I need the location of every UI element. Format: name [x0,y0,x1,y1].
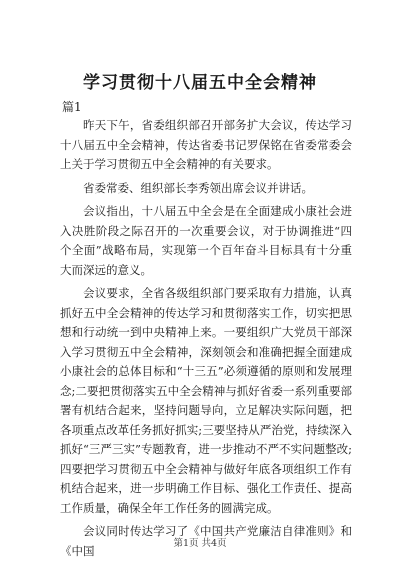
page-footer: 第1页 共4页 [173,538,227,549]
paragraph: 会议同时传达学习了《中国共产党廉洁自律准则》和《中国 [60,524,352,558]
paragraph: 会议指出，十八届五中全会是在全面建成小康社会进入决胜阶段之际召开的一次重要会议，对于协调推进“四个全面”战略布局，实现第一个百年奋斗目标具有十分重大而深远的意义。 [60,204,352,277]
section-label: 篇1 [62,100,82,114]
paragraph: 昨天下午，省委组织部召开部务扩大会议，传达学习十八届五中全会精神，传达省委书记罗保铭在省委常委会上关于学习贯彻五中全会精神的有关要求。 [60,118,352,171]
document-body [60,116,352,565]
paragraph: 会议要求，全省各级组织部门要采取有力措施，认真抓好五中全会精神的传达学习和贯彻落实工作，切实把思想和行动统一到中央精神上来。一要组织广大党员干部深入学习贯彻五中全会精神，深刻领会和准确把握全面建成小康社会的总体目标和“十三五”必须遵循的原则和发展理念;二要把贯彻落实五中全会精神与抓好省委一系列重要部署有机结合起来，坚持问题导向，立足解决实际问题，把各项重点改革任务抓好抓实;三要坚持从严治党，持续深入抓好“三严三实”专题教育，进一步推动不严不实问题整改;四要把学习贯彻五中全会精神与做好年底各项组织工作有机结合起来，进一步明确工作目标、强化工作责任、提高工作质量，确保全年工作任务的圆满完成。 [60,286,352,515]
document-title: 学习贯彻十八届五中全会精神 [83,73,317,93]
paragraph: 省委常委、组织部长李秀领出席会议并讲话。 [83,180,313,195]
